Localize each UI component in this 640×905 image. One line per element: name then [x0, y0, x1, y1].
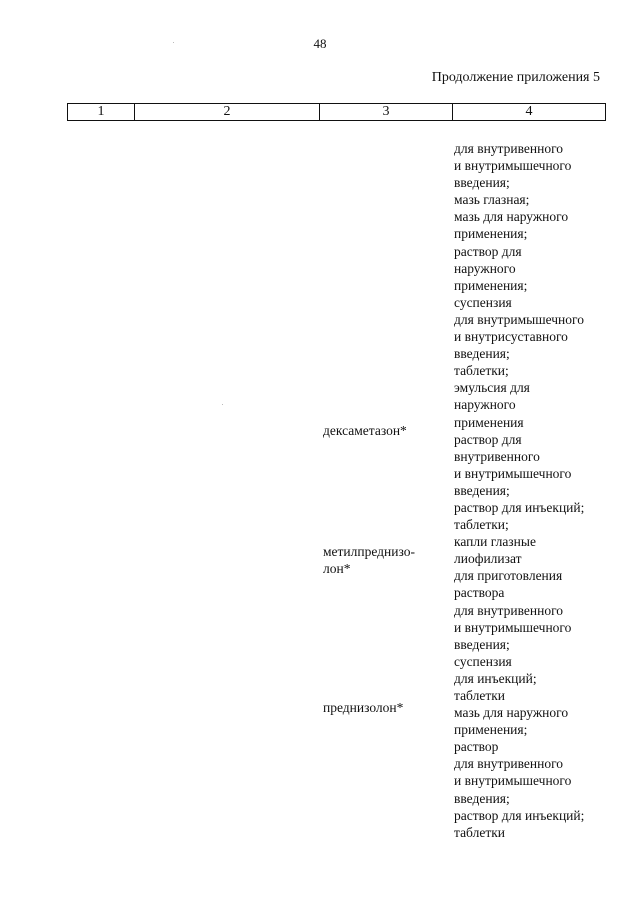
- scan-speck: [173, 42, 174, 43]
- dosage-form-line: введения;: [454, 482, 510, 498]
- dosage-form-line: таблетки;: [454, 363, 509, 379]
- drug-name-prednisolone: [323, 699, 433, 716]
- dosage-form-line: раствор для: [454, 431, 522, 447]
- dosage-forms-column: [454, 140, 624, 841]
- drug-name-line: лон*: [323, 561, 351, 577]
- dosage-form-line: и внутримышечного: [454, 465, 572, 481]
- dosage-form-line: для приготовления: [454, 568, 563, 584]
- drug-name-methylprednisolone: [323, 543, 433, 577]
- dosage-form-line: раствор для: [454, 243, 522, 259]
- dosage-form-line: раствор: [454, 739, 499, 755]
- dosage-form-line: таблетки: [454, 824, 506, 840]
- page-number: 48: [313, 36, 327, 51]
- appendix-continuation: Продолжение приложения 5: [431, 70, 600, 85]
- drug-name-line: преднизолон*: [323, 700, 404, 715]
- dosage-form-line: для внутривенного: [454, 756, 564, 772]
- dosage-form-line: мазь глазная;: [454, 192, 530, 208]
- dosage-form-line: таблетки;: [454, 517, 509, 533]
- dosage-form-line: суспензия: [454, 653, 512, 669]
- drug-name-line: метилпреднизо-: [323, 544, 416, 559]
- dosage-form-line: для внутривенного: [454, 602, 564, 618]
- dosage-form-line: введения;: [454, 636, 510, 652]
- dosage-form-line: для инъекций;: [454, 670, 537, 686]
- dosage-form-line: и внутримышечного: [454, 773, 572, 789]
- drug-name-line: дексаметазон*: [323, 423, 407, 438]
- header-col-1: 1: [68, 104, 135, 121]
- header-col-4: 4: [453, 104, 606, 121]
- dosage-form-line: для внутривенного: [454, 141, 564, 156]
- dosage-form-line: раствор для инъекций;: [454, 807, 585, 823]
- dosage-form-line: и внутрисуставного: [454, 329, 568, 345]
- header-col-2: 2: [135, 104, 320, 121]
- dosage-form-line: раствора: [454, 585, 505, 601]
- table-header: [67, 103, 606, 121]
- drug-name-dexamethasone: [323, 422, 433, 439]
- dosage-form-line: лиофилизат: [454, 551, 522, 567]
- dosage-form-line: эмульсия для: [454, 380, 530, 396]
- dosage-form-line: капли глазные: [454, 534, 536, 550]
- dosage-form-line: наружного: [454, 397, 516, 413]
- dosage-form-line: применения;: [454, 722, 528, 738]
- dosage-form-line: для внутримышечного: [454, 311, 584, 327]
- scan-speck: [222, 404, 223, 405]
- dosage-form-line: введения;: [454, 790, 510, 806]
- header-col-3: 3: [320, 104, 453, 121]
- dosage-form-line: внутривенного: [454, 448, 540, 464]
- dosage-form-line: применения: [454, 414, 524, 430]
- dosage-form-line: мазь для наружного: [454, 209, 569, 225]
- dosage-form-line: и внутримышечного: [454, 158, 572, 174]
- dosage-form-line: суспензия: [454, 294, 512, 310]
- dosage-form-line: раствор для инъекций;: [454, 499, 585, 515]
- dosage-form-line: введения;: [454, 346, 510, 362]
- dosage-form-line: наружного: [454, 260, 516, 276]
- dosage-form-line: применения;: [454, 226, 528, 242]
- dosage-form-line: мазь для наружного: [454, 705, 569, 721]
- dosage-form-line: введения;: [454, 175, 510, 191]
- dosage-form-line: и внутримышечного: [454, 619, 572, 635]
- dosage-form-line: применения;: [454, 277, 528, 293]
- dosage-form-line: таблетки: [454, 688, 506, 703]
